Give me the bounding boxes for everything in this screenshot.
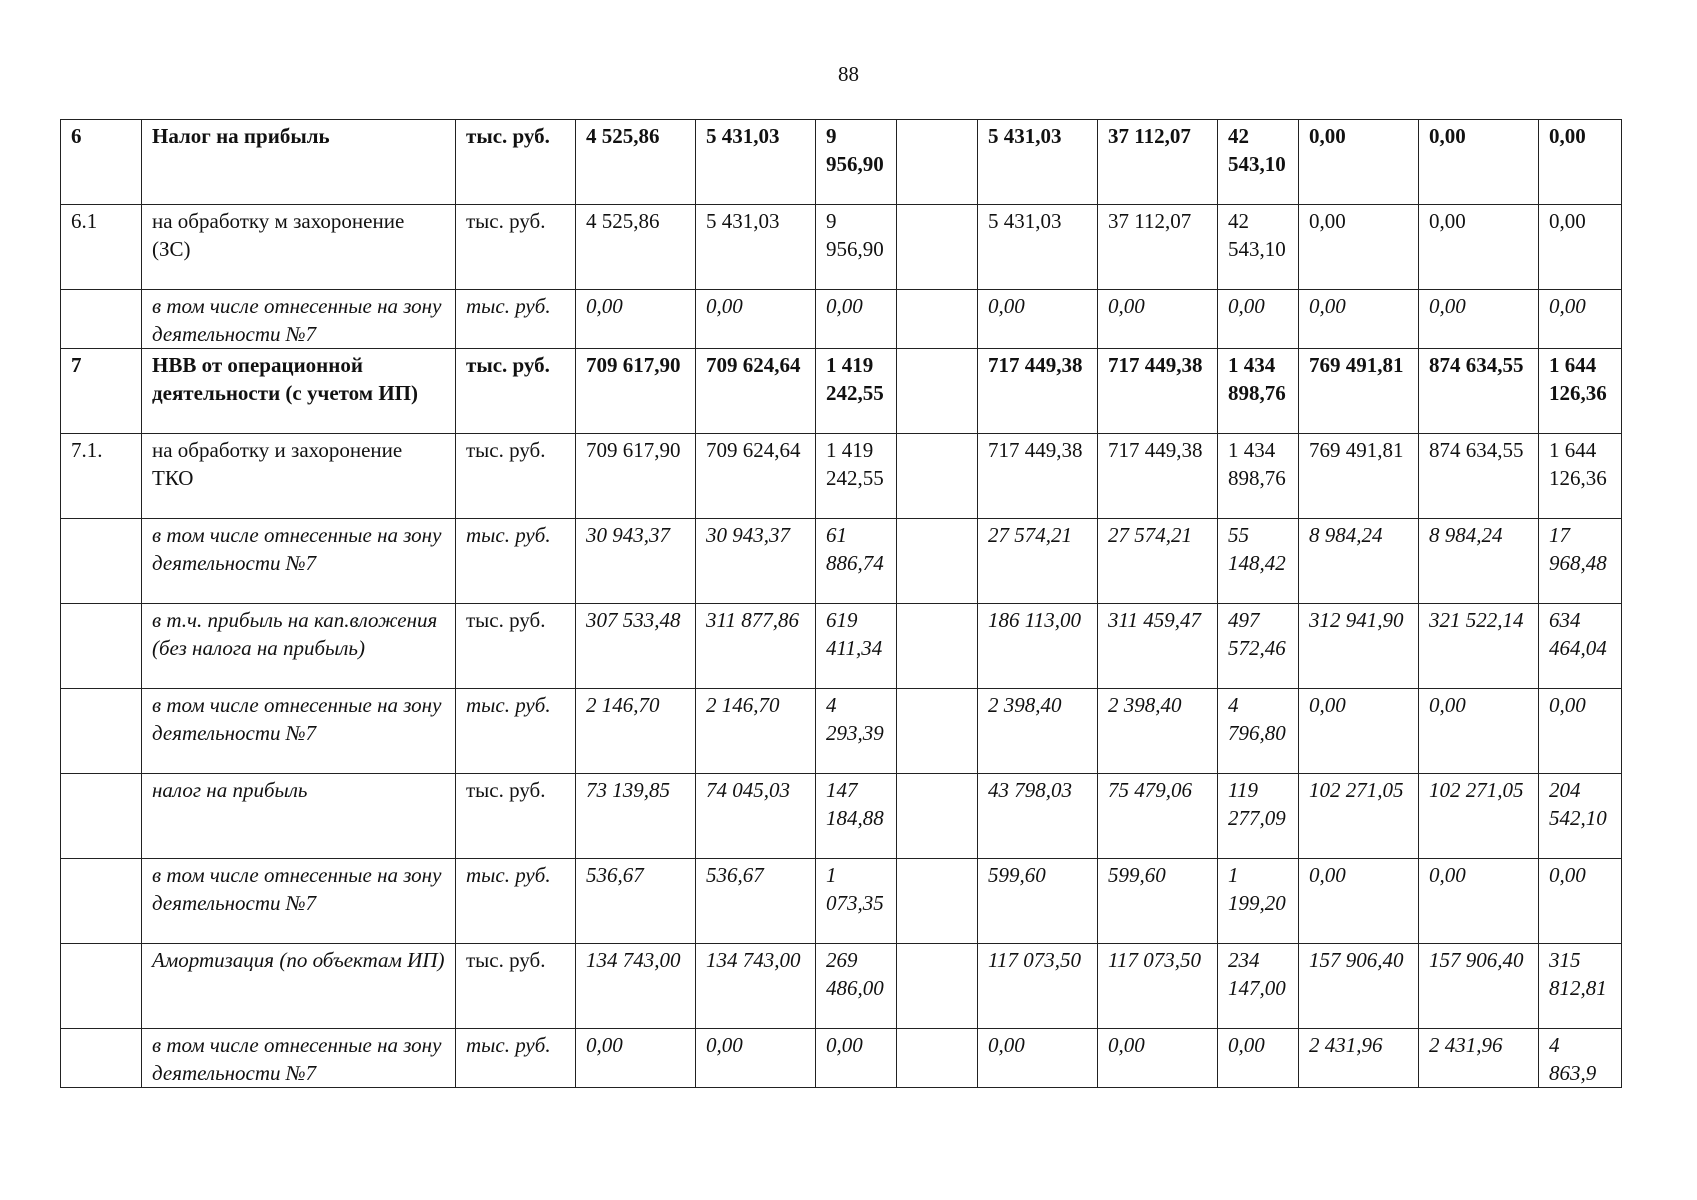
row-name-cell: Налог на прибыль [142,120,456,205]
value-cell: 1 419 242,55 [816,434,897,519]
unit-cell: тыс. руб. [456,120,576,205]
value-cell: 4 525,86 [576,205,696,290]
table-row [61,434,1622,519]
value-cell: 8 984,24 [1419,519,1539,604]
value-cell: 2 398,40 [1098,689,1218,774]
value-cell: 1 644 126,36 [1539,434,1622,519]
value-cell: 5 431,03 [978,120,1098,205]
unit-cell: тыс. руб. [456,434,576,519]
value-cell: 1 434 898,76 [1218,434,1299,519]
unit-cell: тыс. руб. [456,1029,576,1088]
row-name-cell: в том числе отнесенные на зону деятельности №7 [142,290,456,349]
value-cell: 119 277,09 [1218,774,1299,859]
unit-cell: тыс. руб. [456,519,576,604]
value-cell: 147 184,88 [816,774,897,859]
table-body [61,120,1622,1088]
row-number-cell [61,859,142,944]
table-row [61,689,1622,774]
value-cell: 1 644 126,36 [1539,349,1622,434]
value-cell [897,519,978,604]
value-cell: 42 543,10 [1218,120,1299,205]
row-name-cell: в том числе отнесенные на зону деятельности №7 [142,519,456,604]
value-cell: 2 146,70 [576,689,696,774]
row-number-cell [61,519,142,604]
value-cell [897,1029,978,1088]
unit-cell: тыс. руб. [456,290,576,349]
value-cell: 709 617,90 [576,434,696,519]
table-row [61,290,1622,349]
value-cell: 1 199,20 [1218,859,1299,944]
value-cell: 0,00 [1419,859,1539,944]
row-name-cell: Амортизация (по объектам ИП) [142,944,456,1029]
value-cell: 42 543,10 [1218,205,1299,290]
value-cell: 0,00 [1539,689,1622,774]
value-cell: 717 449,38 [978,349,1098,434]
value-cell: 0,00 [1218,1029,1299,1088]
value-cell: 0,00 [1299,859,1419,944]
value-cell: 0,00 [816,1029,897,1088]
value-cell [897,290,978,349]
table-row [61,205,1622,290]
value-cell: 717 449,38 [978,434,1098,519]
value-cell: 102 271,05 [1419,774,1539,859]
value-cell: 102 271,05 [1299,774,1419,859]
value-cell [897,120,978,205]
value-cell: 709 624,64 [696,349,816,434]
value-cell: 75 479,06 [1098,774,1218,859]
page-number: 88 [838,62,859,86]
value-cell: 74 045,03 [696,774,816,859]
row-number-cell: 7 [61,349,142,434]
row-name-cell: в том числе отнесенные на зону деятельности №7 [142,859,456,944]
value-cell: 17 968,48 [1539,519,1622,604]
value-cell: 30 943,37 [576,519,696,604]
row-number-cell: 7.1. [61,434,142,519]
row-number-cell: 6 [61,120,142,205]
table-row [61,944,1622,1029]
table-row [61,604,1622,689]
row-number-cell [61,774,142,859]
value-cell: 634 464,04 [1539,604,1622,689]
value-cell: 619 411,34 [816,604,897,689]
value-cell: 0,00 [576,290,696,349]
value-cell: 9 956,90 [816,205,897,290]
table-row [61,859,1622,944]
value-cell: 134 743,00 [576,944,696,1029]
value-cell: 312 941,90 [1299,604,1419,689]
value-cell [897,205,978,290]
row-number-cell [61,604,142,689]
value-cell [897,604,978,689]
value-cell: 2 146,70 [696,689,816,774]
value-cell: 874 634,55 [1419,349,1539,434]
value-cell: 769 491,81 [1299,434,1419,519]
value-cell: 717 449,38 [1098,349,1218,434]
value-cell: 27 574,21 [978,519,1098,604]
unit-cell: тыс. руб. [456,774,576,859]
value-cell: 311 459,47 [1098,604,1218,689]
row-name-cell: на обработку м захоронение (ЗС) [142,205,456,290]
value-cell: 0,00 [978,1029,1098,1088]
value-cell: 55 148,42 [1218,519,1299,604]
value-cell: 4 293,39 [816,689,897,774]
value-cell: 497 572,46 [1218,604,1299,689]
row-name-cell: на обработку и захоронение ТКО [142,434,456,519]
value-cell: 204 542,10 [1539,774,1622,859]
value-cell: 157 906,40 [1419,944,1539,1029]
value-cell: 874 634,55 [1419,434,1539,519]
value-cell: 717 449,38 [1098,434,1218,519]
unit-cell: тыс. руб. [456,349,576,434]
row-name-cell: в том числе отнесенные на зону деятельности №7 [142,1029,456,1088]
value-cell: 0,00 [816,290,897,349]
value-cell: 37 112,07 [1098,205,1218,290]
value-cell: 8 984,24 [1299,519,1419,604]
value-cell: 234 147,00 [1218,944,1299,1029]
value-cell: 0,00 [1539,205,1622,290]
value-cell [897,859,978,944]
value-cell: 0,00 [1299,290,1419,349]
value-cell: 321 522,14 [1419,604,1539,689]
value-cell: 73 139,85 [576,774,696,859]
value-cell: 709 617,90 [576,349,696,434]
unit-cell: тыс. руб. [456,205,576,290]
value-cell: 4 796,80 [1218,689,1299,774]
value-cell: 315 812,81 [1539,944,1622,1029]
value-cell [897,349,978,434]
value-cell [897,434,978,519]
value-cell: 2 431,96 [1419,1029,1539,1088]
table-row [61,1029,1622,1088]
value-cell: 0,00 [1539,859,1622,944]
value-cell: 1 419 242,55 [816,349,897,434]
value-cell: 4 863,9 [1539,1029,1622,1088]
value-cell: 311 877,86 [696,604,816,689]
value-cell: 0,00 [1098,290,1218,349]
value-cell: 0,00 [978,290,1098,349]
row-number-cell [61,1029,142,1088]
value-cell: 0,00 [1098,1029,1218,1088]
value-cell: 0,00 [1419,120,1539,205]
table-row [61,120,1622,205]
value-cell [897,944,978,1029]
value-cell: 1 434 898,76 [1218,349,1299,434]
row-number-cell [61,689,142,774]
value-cell: 134 743,00 [696,944,816,1029]
value-cell: 5 431,03 [696,205,816,290]
value-cell: 117 073,50 [1098,944,1218,1029]
value-cell: 27 574,21 [1098,519,1218,604]
value-cell [897,774,978,859]
value-cell: 30 943,37 [696,519,816,604]
row-name-cell: НВВ от операционной деятельности (с учетом ИП) [142,349,456,434]
value-cell [897,689,978,774]
value-cell: 157 906,40 [1299,944,1419,1029]
value-cell: 0,00 [1299,120,1419,205]
value-cell: 0,00 [1419,205,1539,290]
value-cell: 5 431,03 [978,205,1098,290]
table-row [61,519,1622,604]
value-cell: 0,00 [1218,290,1299,349]
value-cell: 0,00 [1419,290,1539,349]
value-cell: 2 431,96 [1299,1029,1419,1088]
table-row [61,774,1622,859]
value-cell: 0,00 [576,1029,696,1088]
value-cell: 5 431,03 [696,120,816,205]
value-cell: 0,00 [696,290,816,349]
value-cell: 4 525,86 [576,120,696,205]
value-cell: 186 113,00 [978,604,1098,689]
unit-cell: тыс. руб. [456,689,576,774]
value-cell: 536,67 [696,859,816,944]
value-cell: 1 073,35 [816,859,897,944]
row-name-cell: в т.ч. прибыль на кап.вложения (без налога на прибыль) [142,604,456,689]
value-cell: 37 112,07 [1098,120,1218,205]
value-cell: 2 398,40 [978,689,1098,774]
value-cell: 0,00 [1299,205,1419,290]
value-cell: 709 624,64 [696,434,816,519]
unit-cell: тыс. руб. [456,944,576,1029]
row-name-cell: в том числе отнесенные на зону деятельности №7 [142,689,456,774]
unit-cell: тыс. руб. [456,604,576,689]
value-cell: 307 533,48 [576,604,696,689]
value-cell: 117 073,50 [978,944,1098,1029]
value-cell: 0,00 [1419,689,1539,774]
row-name-cell: налог на прибыль [142,774,456,859]
value-cell: 61 886,74 [816,519,897,604]
value-cell: 769 491,81 [1299,349,1419,434]
value-cell: 269 486,00 [816,944,897,1029]
row-number-cell [61,944,142,1029]
value-cell: 9 956,90 [816,120,897,205]
value-cell: 599,60 [978,859,1098,944]
value-cell: 0,00 [1539,120,1622,205]
value-cell: 536,67 [576,859,696,944]
value-cell: 0,00 [696,1029,816,1088]
tariff-table [60,119,1622,1088]
value-cell: 599,60 [1098,859,1218,944]
value-cell: 0,00 [1299,689,1419,774]
table-row [61,349,1622,434]
unit-cell: тыс. руб. [456,859,576,944]
value-cell: 0,00 [1539,290,1622,349]
row-number-cell: 6.1 [61,205,142,290]
row-number-cell [61,290,142,349]
value-cell: 43 798,03 [978,774,1098,859]
